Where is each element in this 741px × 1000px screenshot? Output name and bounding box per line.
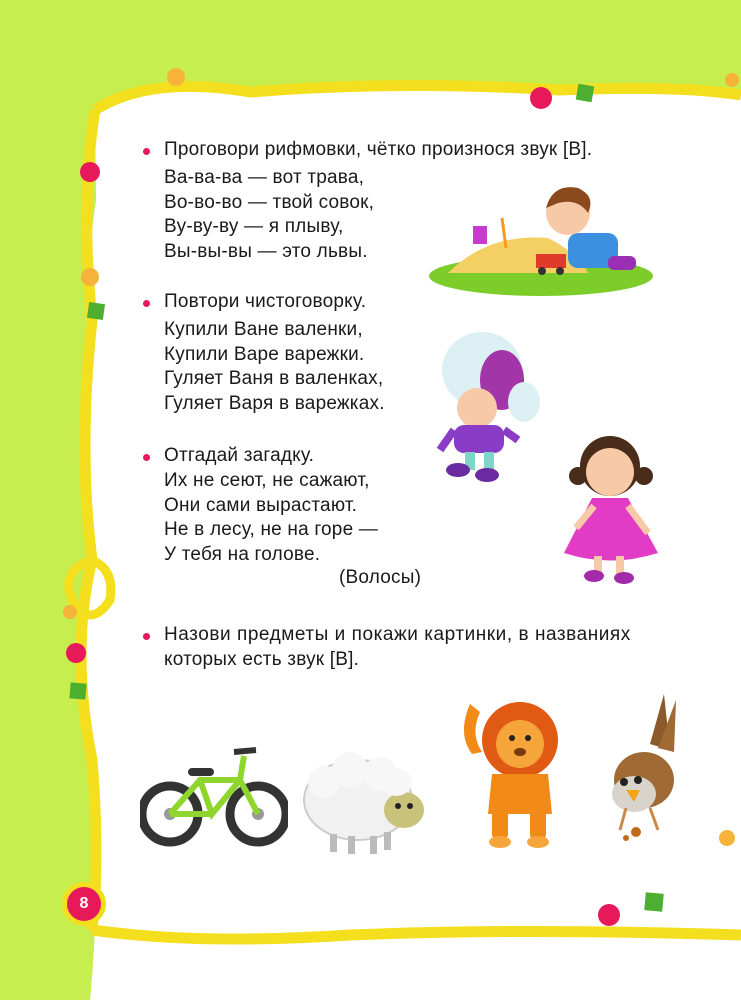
page-number: 8 (62, 882, 106, 926)
task-heading-2: Повтори чистоговорку. (164, 291, 367, 312)
sheep-illustration (300, 748, 430, 856)
lion-illustration (452, 694, 580, 850)
boy-sandbox-illustration (428, 178, 654, 296)
tongue-twister-line: Купили Ване валенки, (164, 319, 363, 340)
rhyme-block (164, 166, 374, 264)
riddle-line: Их не сеют, не сажают, (164, 470, 370, 491)
bullet-icon (143, 633, 150, 640)
rhyme-line: Во-во-во — твой совок, (164, 191, 375, 213)
rhyme-line: Ва-ва-ва — вот трава, (164, 167, 365, 188)
sparrow-illustration (596, 690, 692, 844)
riddle-line: У тебя на голове. (164, 543, 321, 565)
girl-pink-dress-illustration (558, 428, 664, 588)
rhyme-line: Ву-ву-ву — я плыву, (164, 216, 344, 237)
boy-winter-hat-illustration (432, 330, 542, 486)
tongue-twister-line: Купили Варе варежки. (164, 343, 365, 365)
riddle-block (164, 469, 378, 567)
riddle-line: Не в лесу, не на горе — (164, 519, 379, 540)
task-heading-1: Проговори рифмовки, чётко произнося звук [В]. (164, 139, 593, 160)
tongue-twister-line: Гуляет Ваня в валенках, (164, 368, 384, 389)
riddle-line: Они сами вырастают. (164, 494, 358, 516)
tongue-twister-block (164, 318, 385, 416)
rhyme-line: Вы-вы-вы — это львы. (164, 240, 368, 262)
tongue-twister-line: Гуляет Варя в варежках. (164, 392, 385, 414)
bullet-icon (143, 300, 150, 307)
bicycle-illustration (140, 742, 288, 848)
task-heading-4 (164, 623, 631, 672)
task-heading-4-line: которых есть звук [В]. (164, 648, 360, 670)
riddle-answer: (Волосы) (339, 567, 422, 588)
task-heading-4-line: Назови предметы и покажи картинки, в названиях (164, 624, 631, 645)
bullet-icon (143, 148, 150, 155)
bullet-icon (143, 454, 150, 461)
task-heading-3: Отгадай загадку. (164, 445, 315, 466)
